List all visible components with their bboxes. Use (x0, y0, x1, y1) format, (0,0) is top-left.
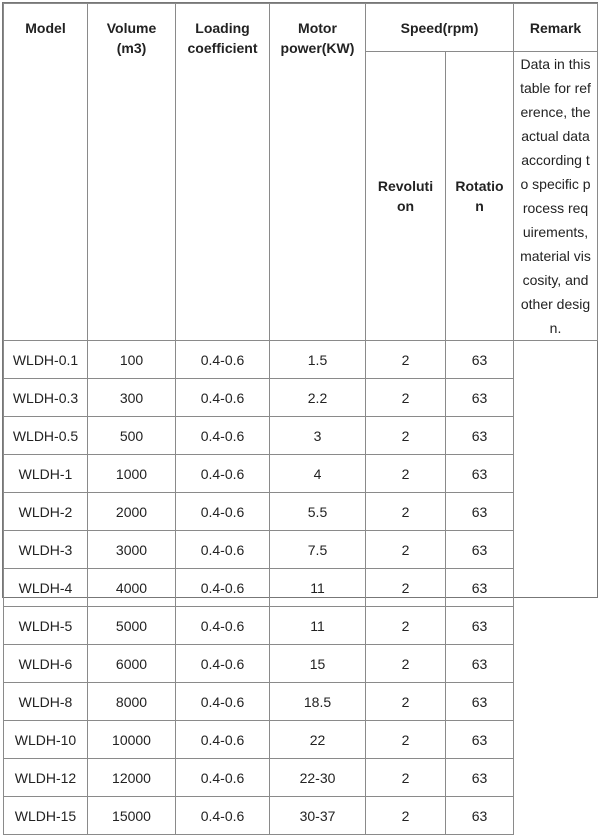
cell-motor-power: 15 (270, 645, 366, 683)
cell-revolution: 2 (366, 797, 446, 835)
table-row (4, 645, 598, 683)
table-body (4, 341, 598, 835)
cell-revolution: 2 (366, 341, 446, 379)
cell-rotation: 63 (446, 341, 514, 379)
cell-loading-coefficient: 0.4-0.6 (176, 417, 270, 455)
cell-loading-coefficient: 0.4-0.6 (176, 607, 270, 645)
cell-volume: 1000 (88, 455, 176, 493)
cell-model: WLDH-15 (4, 797, 88, 835)
header-loading-coefficient: Loading coefficient (176, 4, 270, 341)
table-row (4, 759, 598, 797)
table-row (4, 607, 598, 645)
cell-motor-power: 11 (270, 569, 366, 607)
cell-loading-coefficient: 0.4-0.6 (176, 493, 270, 531)
cell-motor-power: 7.5 (270, 531, 366, 569)
cell-revolution: 2 (366, 417, 446, 455)
cell-model: WLDH-0.3 (4, 379, 88, 417)
cell-revolution: 2 (366, 645, 446, 683)
cell-rotation: 63 (446, 493, 514, 531)
remark-cell (514, 52, 598, 341)
cell-revolution: 2 (366, 531, 446, 569)
cell-model: WLDH-1 (4, 455, 88, 493)
table-row (4, 379, 598, 417)
cell-motor-power: 30-37 (270, 797, 366, 835)
cell-volume: 100 (88, 341, 176, 379)
cell-volume: 500 (88, 417, 176, 455)
table-row (4, 797, 598, 835)
cell-rotation: 63 (446, 379, 514, 417)
cell-loading-coefficient: 0.4-0.6 (176, 683, 270, 721)
cell-loading-coefficient: 0.4-0.6 (176, 797, 270, 835)
cell-rotation: 63 (446, 455, 514, 493)
cell-volume: 8000 (88, 683, 176, 721)
remark-text: Data in this table for reference, the actual data according to specific process requirements, material viscosity, and other design. (520, 56, 591, 336)
header-motor-power: Motor power(KW) (270, 4, 366, 341)
cell-model: WLDH-6 (4, 645, 88, 683)
cell-revolution: 2 (366, 721, 446, 759)
table-row (4, 531, 598, 569)
table-row (4, 455, 598, 493)
cell-revolution: 2 (366, 379, 446, 417)
cell-revolution: 2 (366, 493, 446, 531)
cell-model: WLDH-2 (4, 493, 88, 531)
table-row (4, 721, 598, 759)
cell-rotation: 63 (446, 607, 514, 645)
cell-volume: 3000 (88, 531, 176, 569)
cell-loading-coefficient: 0.4-0.6 (176, 341, 270, 379)
cell-rotation: 63 (446, 721, 514, 759)
cell-loading-coefficient: 0.4-0.6 (176, 379, 270, 417)
cell-volume: 5000 (88, 607, 176, 645)
cell-motor-power: 18.5 (270, 683, 366, 721)
cell-rotation: 63 (446, 645, 514, 683)
cell-motor-power: 22 (270, 721, 366, 759)
cell-loading-coefficient: 0.4-0.6 (176, 721, 270, 759)
cell-model: WLDH-3 (4, 531, 88, 569)
cell-volume: 2000 (88, 493, 176, 531)
cell-motor-power: 4 (270, 455, 366, 493)
cell-revolution: 2 (366, 455, 446, 493)
cell-model: WLDH-4 (4, 569, 88, 607)
header-speed: Speed(rpm) (366, 4, 514, 52)
cell-motor-power: 22-30 (270, 759, 366, 797)
cell-motor-power: 11 (270, 607, 366, 645)
cell-rotation: 63 (446, 683, 514, 721)
cell-rotation: 63 (446, 759, 514, 797)
cell-volume: 6000 (88, 645, 176, 683)
cell-volume: 10000 (88, 721, 176, 759)
table-row (4, 493, 598, 531)
cell-volume: 12000 (88, 759, 176, 797)
spec-table-container (2, 2, 598, 824)
cell-rotation: 63 (446, 569, 514, 607)
header-remark: Remark (514, 4, 598, 52)
cell-model: WLDH-0.5 (4, 417, 88, 455)
cell-rotation: 63 (446, 531, 514, 569)
table-row (4, 417, 598, 455)
header-volume: Volume (m3) (88, 4, 176, 341)
cell-rotation: 63 (446, 417, 514, 455)
cell-loading-coefficient: 0.4-0.6 (176, 759, 270, 797)
cell-loading-coefficient: 0.4-0.6 (176, 645, 270, 683)
cell-loading-coefficient: 0.4-0.6 (176, 569, 270, 607)
cell-motor-power: 3 (270, 417, 366, 455)
cell-revolution: 2 (366, 607, 446, 645)
cell-rotation: 63 (446, 797, 514, 835)
table-row (4, 683, 598, 721)
cell-motor-power: 2.2 (270, 379, 366, 417)
cell-revolution: 2 (366, 683, 446, 721)
cell-model: WLDH-12 (4, 759, 88, 797)
table-row (4, 569, 598, 607)
cell-motor-power: 1.5 (270, 341, 366, 379)
spec-table (3, 3, 598, 835)
header-row-1 (4, 4, 598, 52)
cell-model: WLDH-10 (4, 721, 88, 759)
table-row (4, 341, 598, 379)
header-model: Model (4, 4, 88, 341)
cell-revolution: 2 (366, 759, 446, 797)
cell-volume: 4000 (88, 569, 176, 607)
cell-model: WLDH-5 (4, 607, 88, 645)
cell-loading-coefficient: 0.4-0.6 (176, 531, 270, 569)
cell-volume: 15000 (88, 797, 176, 835)
cell-volume: 300 (88, 379, 176, 417)
cell-loading-coefficient: 0.4-0.6 (176, 455, 270, 493)
cell-motor-power: 5.5 (270, 493, 366, 531)
cell-model: WLDH-0.1 (4, 341, 88, 379)
cell-model: WLDH-8 (4, 683, 88, 721)
header-rotation: Rotatio n (446, 52, 514, 341)
header-revolution: Revoluti on (366, 52, 446, 341)
cell-revolution: 2 (366, 569, 446, 607)
